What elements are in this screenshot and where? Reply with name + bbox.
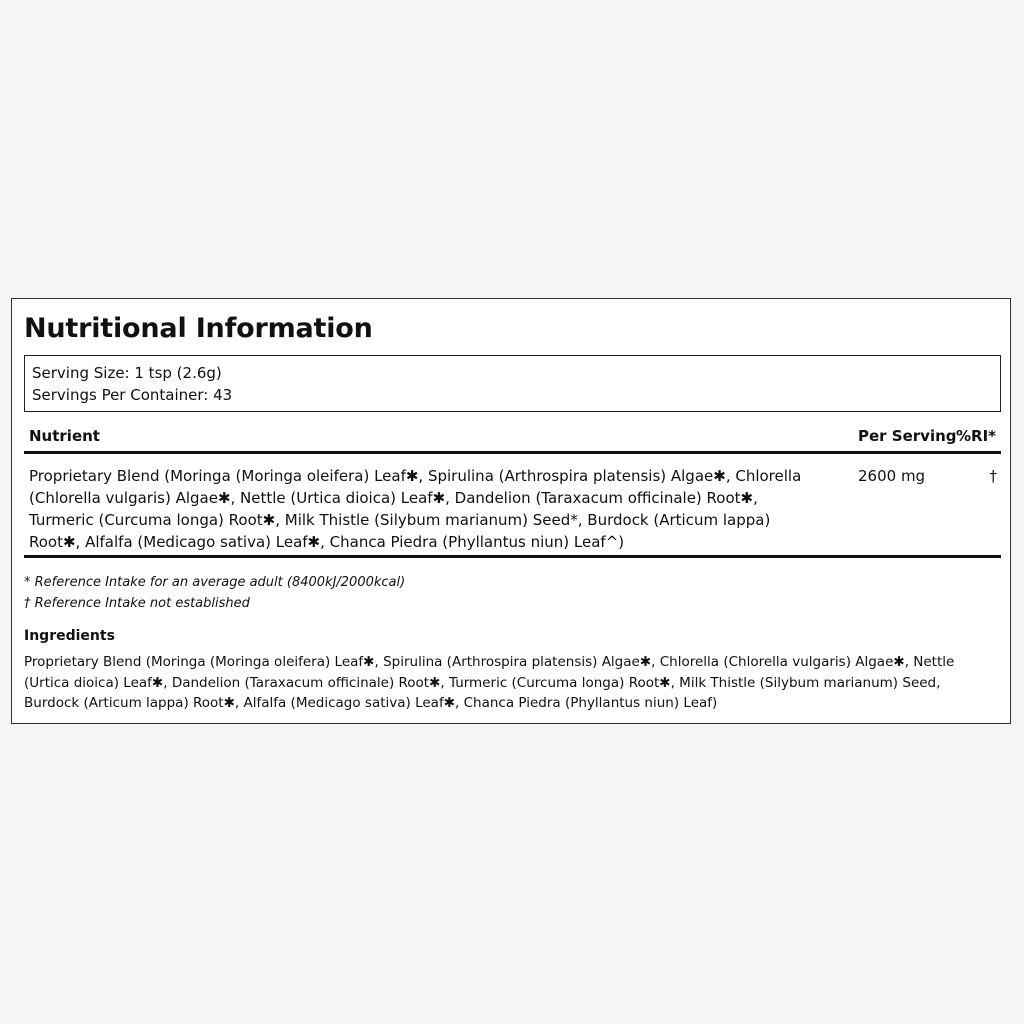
footnotes	[24, 572, 405, 614]
ingredients-heading: Ingredients	[24, 628, 115, 644]
column-header-per-serving: Per Serving	[858, 427, 957, 445]
footnote-dagger: † Reference Intake not established	[24, 596, 250, 611]
table-header	[24, 425, 1001, 451]
column-header-nutrient: Nutrient	[29, 427, 100, 445]
nutrient-name: Proprietary Blend (Moringa (Moringa oleifera) Leaf✱, Spirulina (Arthrospira platensis) Algae✱, Chlorella (Chlorella vulgaris) Algae✱, Nettle (Urtica dioica) Leaf✱, Dandelion (Taraxacum officinale) Root✱, Turmeric (Curcuma longa) Root✱, Milk Thistle (Silybum marianum) Seed*, Burdock (Articum lappa) Root✱, Alfalfa (Medicago sativa) Leaf✱, Chanca Piedra (Phyllantus niun) Leaf^)	[29, 467, 802, 551]
servings-per-container: Servings Per Container: 43	[32, 386, 233, 404]
footnote-ri: * Reference Intake for an average adult (8400kJ/2000kcal)	[24, 575, 406, 590]
nutrient-amount: 2600 mg	[858, 467, 926, 485]
nutrient-ri: †	[989, 467, 997, 485]
panel-title: Nutritional Information	[24, 313, 373, 344]
serving-size: Serving Size: 1 tsp (2.6g)	[32, 364, 222, 382]
header-divider	[24, 451, 1001, 454]
table-bottom-divider	[24, 555, 1001, 558]
nutrition-panel	[11, 298, 1011, 724]
column-header-ri: %RI*	[956, 427, 997, 445]
ingredients-text: Proprietary Blend (Moringa (Moringa oleifera) Leaf✱, Spirulina (Arthrospira platensis) Algae✱, Chlorella (Chlorella vulgaris) Algae✱, Nettle (Urtica dioica) Leaf✱, Dandelion (Taraxacum officinale) Root✱, Turmeric (Curcuma longa) Root✱, Milk Thistle (Silybum marianum) Seed, Burdock (Articum lappa) Root✱, Alfalfa (Medicago sativa) Leaf✱, Chanca Piedra (Phyllantus niun) Leaf)	[24, 654, 955, 711]
serving-info-box	[24, 355, 1001, 412]
